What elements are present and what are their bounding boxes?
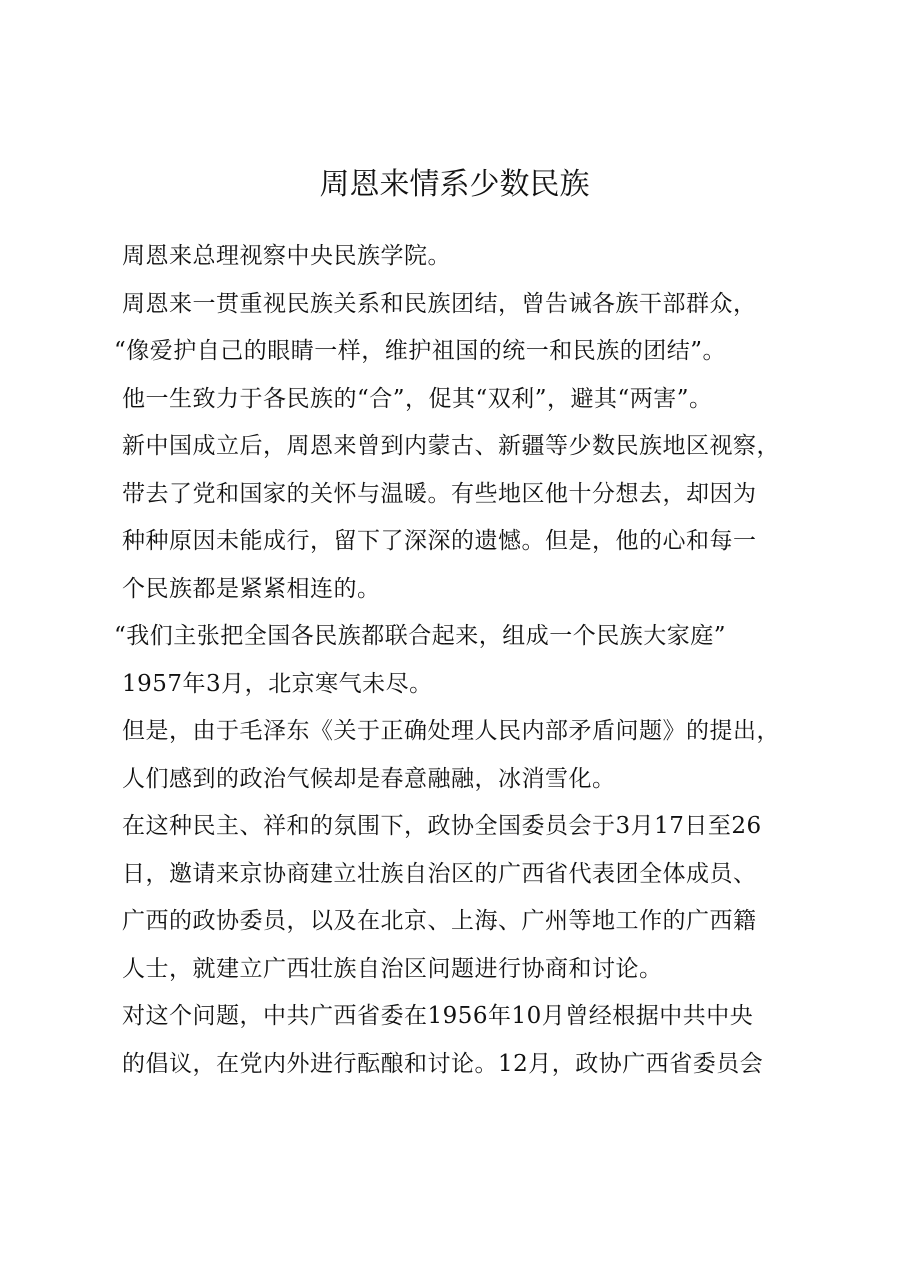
text-line: 周恩来一贯重视民族关系和民族团结，曾告诫各族干部群众， bbox=[122, 290, 757, 317]
text-line: 带去了党和国家的关怀与温暖。有些地区他十分想去，却因为 bbox=[122, 480, 757, 507]
text-line: 对这个问题，中共广西省委在1956年10月曾经根据中共中央 bbox=[122, 1003, 754, 1029]
text-line: 日，邀请来京协商建立壮族自治区的广西省代表团全体成员、 bbox=[122, 860, 757, 887]
text-line: 周恩来总理视察中央民族学院。 bbox=[122, 243, 451, 269]
page-title: 周恩来情系少数民族 bbox=[319, 167, 590, 202]
text-line: “像爱护自己的眼睛一样，维护祖国的统一和民族的团结”。 bbox=[114, 338, 727, 364]
text-line: 但是，由于毛泽东《关于正确处理人民内部矛盾问题》的提出， bbox=[122, 718, 780, 744]
body-text bbox=[114, 233, 822, 1088]
text-line: 人们感到的政治气候却是春意融融，冰消雪化。 bbox=[122, 765, 616, 792]
text-line: “我们主张把全国各民族都联合起来，组成一个民族大家庭” bbox=[114, 623, 727, 649]
text-line: 人士，就建立广西壮族自治区问题进行协商和讨论。 bbox=[122, 955, 663, 982]
text-line: 广西的政协委员，以及在北京、上海、广州等地工作的广西籍 bbox=[122, 908, 757, 934]
text-line: 在这种民主、祥和的氛围下，政协全国委员会于3月17日至26 bbox=[122, 813, 762, 839]
text-line: 1957年3月，北京寒气未尽。 bbox=[122, 670, 433, 697]
text-line: 种种原因未能成行，留下了深深的遗憾。但是，他的心和每一 bbox=[122, 528, 757, 554]
text-line: 他一生致力于各民族的“合”，促其“双利”，避其“两害”。 bbox=[122, 385, 713, 412]
text-line: 新中国成立后，周恩来曾到内蒙古、新疆等少数民族地区视察， bbox=[122, 433, 780, 459]
text-line: 的倡议，在党内外进行酝酿和讨论。12月，政协广西省委员会 bbox=[122, 1050, 764, 1077]
text-line: 个民族都是紧紧相连的。 bbox=[122, 575, 381, 602]
